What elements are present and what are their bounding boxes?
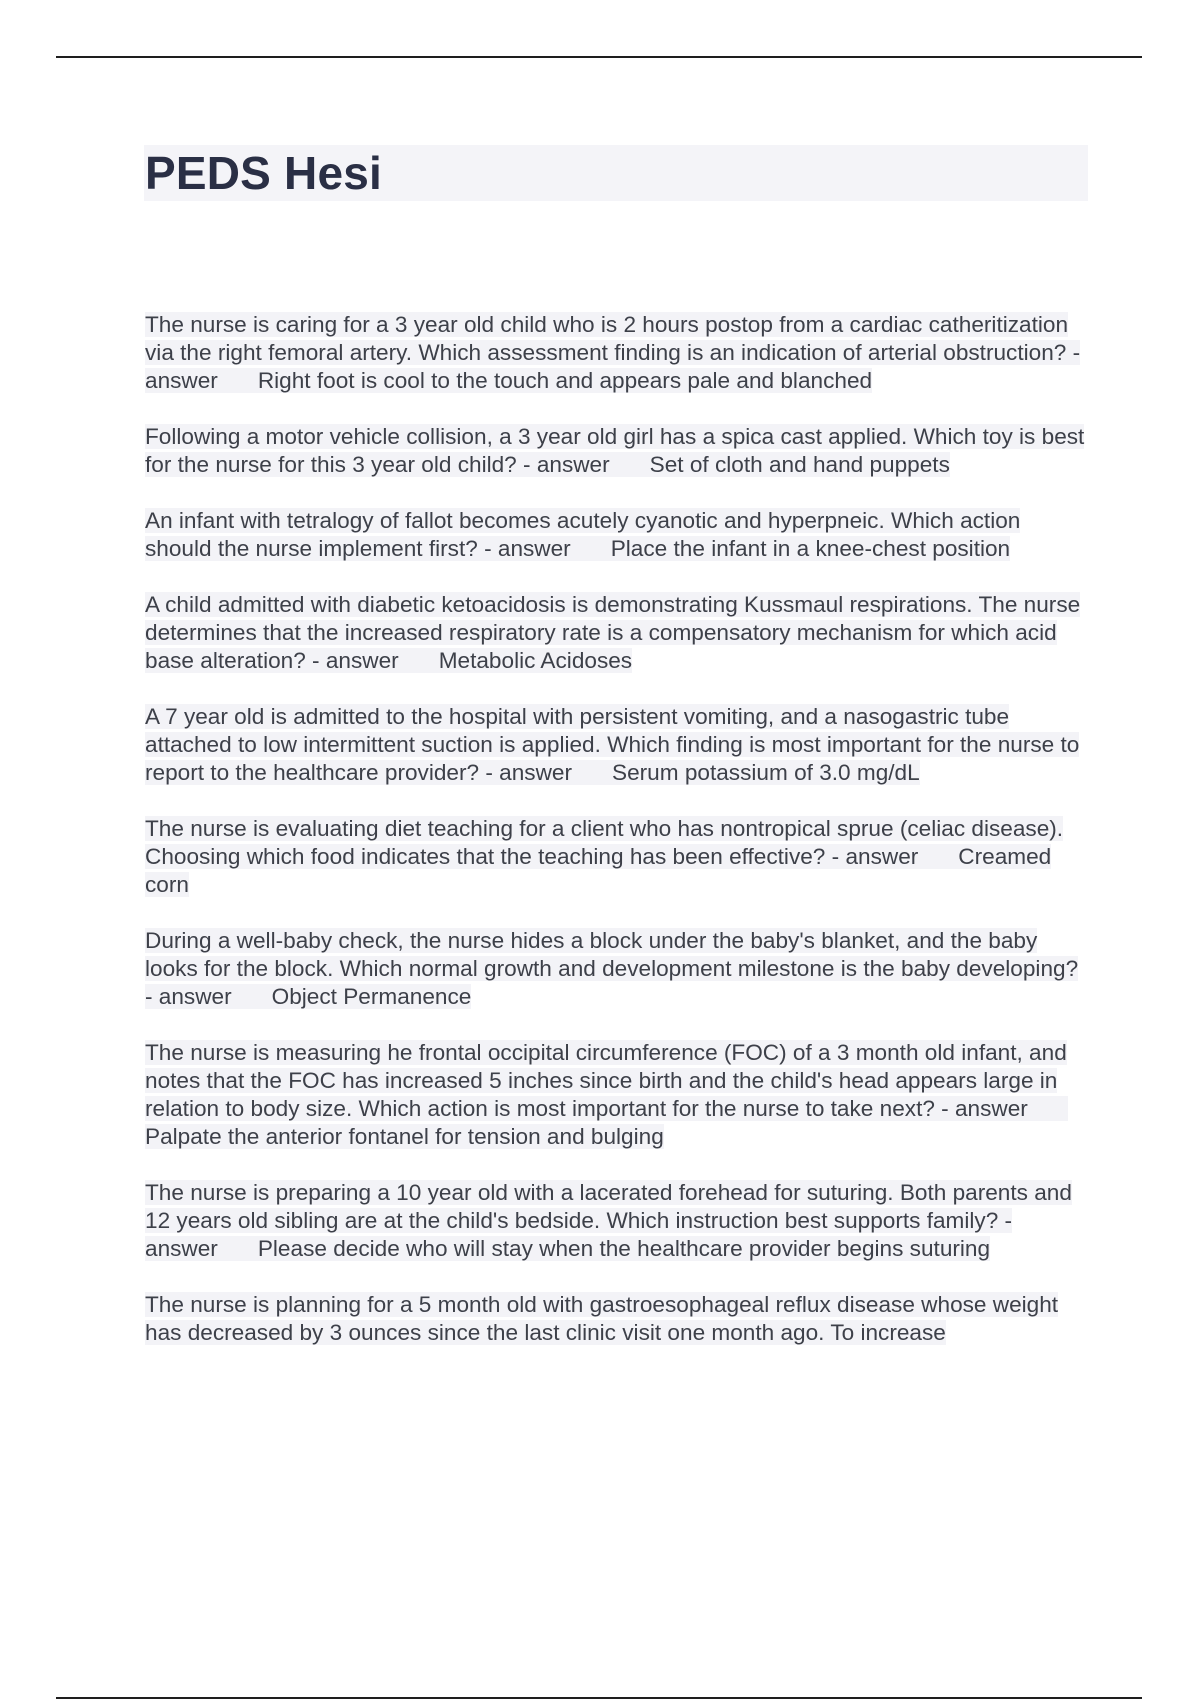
question-text: A 7 year old is admitted to the hospital with persistent vomiting, and a nasogastric tube attached to low intermittent suction is applied. Which finding is most important for the nurse to report to the healthcare provider? - answer bbox=[145, 704, 1080, 785]
qa-item bbox=[145, 815, 1090, 899]
answer-text: Palpate the anterior fontanel for tension and bulging bbox=[145, 1124, 664, 1149]
qa-list bbox=[145, 311, 1090, 1375]
qa-item bbox=[145, 927, 1090, 1011]
question-text: During a well-baby check, the nurse hides a block under the baby's blanket, and the baby looks for the block. Which normal growth and development milestone is the baby developing? - answer bbox=[145, 928, 1079, 1009]
question-text: The nurse is preparing a 10 year old with a lacerated forehead for suturing. Both parents and 12 years old sibling are at the child's bedside. Which instruction best supports family? - answer bbox=[145, 1180, 1072, 1261]
question-text: The nurse is evaluating diet teaching for a client who has nontropical sprue (celiac disease). Choosing which food indicates that the teaching has been effective? - answer bbox=[145, 816, 1064, 869]
question-text: The nurse is measuring he frontal occipital circumference (FOC) of a 3 month old infant, and notes that the FOC has increased 5 inches since birth and the child's head appears large in relation to body size. Which action is most important for the nurse to take next? - answer bbox=[145, 1040, 1067, 1121]
qa-item bbox=[145, 1179, 1090, 1263]
question-text: The nurse is planning for a 5 month old with gastroesophageal reflux disease whose weight has decreased by 3 ounces since the last clinic visit one month ago. To increase bbox=[145, 1292, 1059, 1345]
answer-text: Please decide who will stay when the healthcare provider begins suturing bbox=[257, 1236, 991, 1261]
qa-item bbox=[145, 311, 1090, 395]
page-title: PEDS Hesi bbox=[145, 147, 383, 199]
answer-text: Creamed corn bbox=[145, 844, 1052, 897]
answer-text: Object Permanence bbox=[271, 984, 472, 1009]
answer-text: Metabolic Acidoses bbox=[438, 648, 633, 673]
bottom-rule bbox=[56, 1697, 1142, 1699]
question-text: The nurse is caring for a 3 year old child who is 2 hours postop from a cardiac catheritization via the right femoral artery. Which assessment finding is an indication of arterial obstruction? - answer bbox=[145, 312, 1081, 393]
question-text: An infant with tetralogy of fallot becomes acutely cyanotic and hyperpneic. Which action should the nurse implement first? - answer bbox=[145, 508, 1021, 561]
qa-item bbox=[145, 1291, 1090, 1347]
qa-item bbox=[145, 703, 1090, 787]
qa-item bbox=[145, 1039, 1090, 1151]
qa-item bbox=[145, 507, 1090, 563]
answer-text: Right foot is cool to the touch and appears pale and blanched bbox=[257, 368, 873, 393]
answer-text: Set of cloth and hand puppets bbox=[649, 452, 950, 477]
question-text: A child admitted with diabetic ketoacidosis is demonstrating Kussmaul respirations. The nurse determines that the increased respiratory rate is a compensatory mechanism for which acid base alteration? - answer bbox=[145, 592, 1081, 673]
answer-text: Serum potassium of 3.0 mg/dL bbox=[612, 760, 920, 785]
top-rule bbox=[56, 56, 1142, 58]
question-text: Following a motor vehicle collision, a 3 year old girl has a spica cast applied. Which toy is best for the nurse for this 3 year old child? - answer bbox=[145, 424, 1085, 477]
answer-text: Place the infant in a knee-chest position bbox=[610, 536, 1011, 561]
qa-item bbox=[145, 423, 1090, 479]
qa-item bbox=[145, 591, 1090, 675]
